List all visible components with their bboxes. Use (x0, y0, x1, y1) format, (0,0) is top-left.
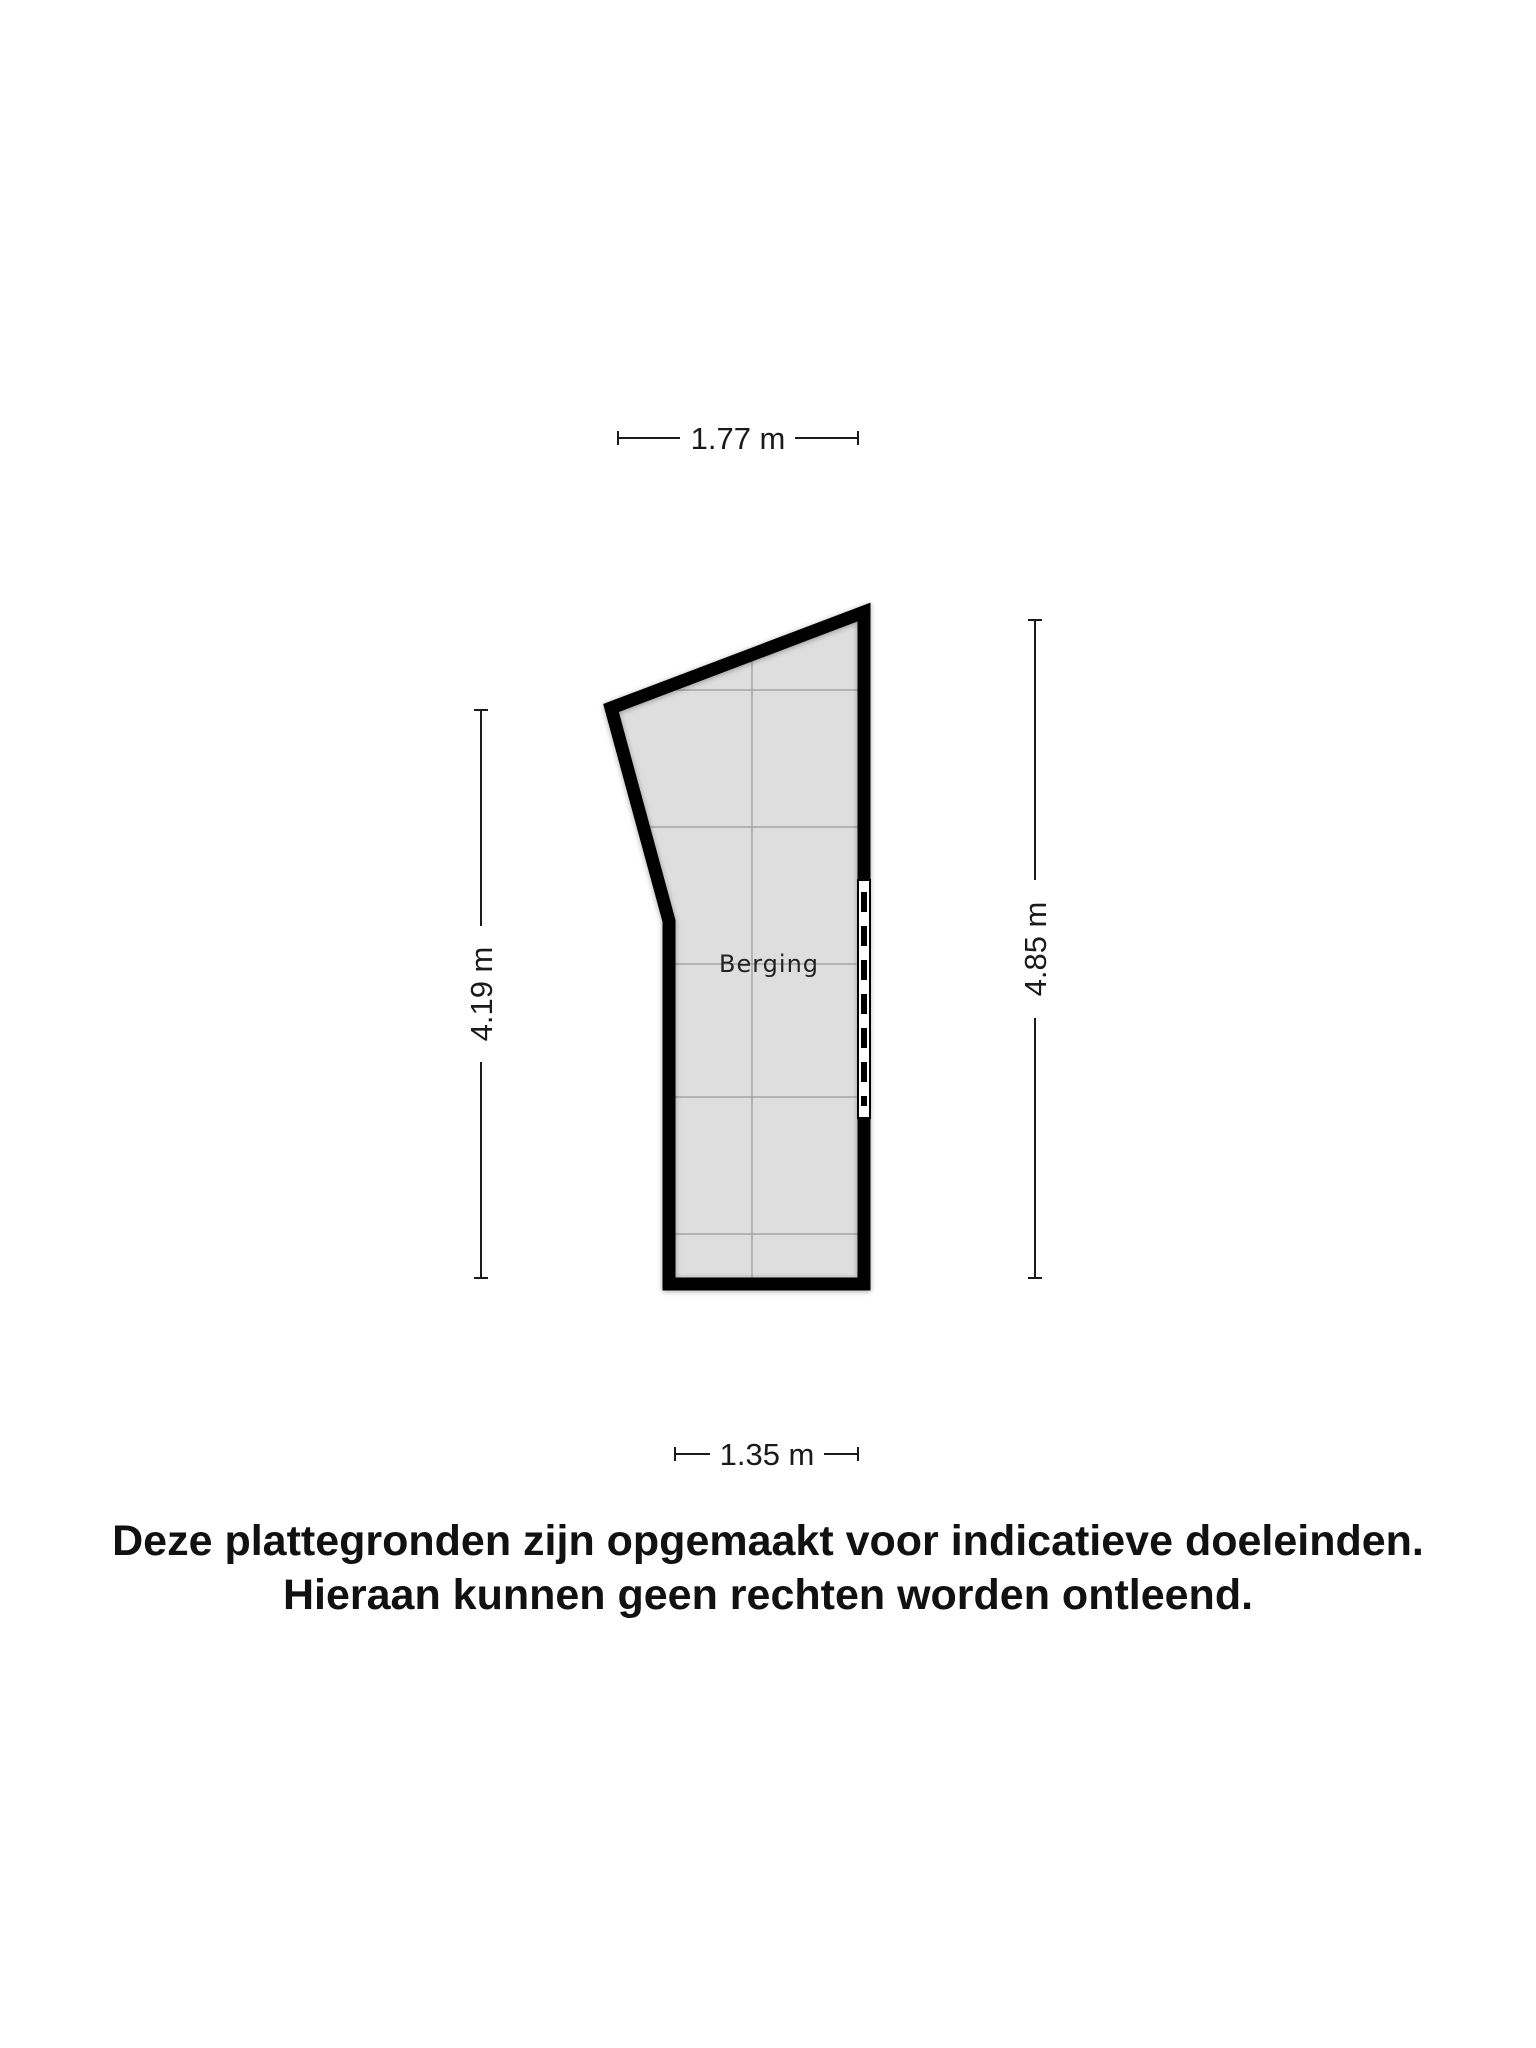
dimension-top-width (618, 421, 858, 456)
dimension-right-height-label: 4.85 m (1018, 901, 1053, 997)
dimension-bottom-width (675, 1437, 858, 1472)
dimension-top-width-label: 1.77 m (690, 421, 786, 456)
room-label: Berging (718, 950, 820, 978)
disclaimer-line-1: Deze plattegronden zijn opgemaakt voor indicatieve doeleinden. (112, 1517, 1424, 1565)
dimension-bottom-width-label: 1.35 m (719, 1437, 815, 1472)
dimension-left-height-label: 4.19 m (464, 946, 499, 1042)
room-berging (600, 600, 870, 1290)
dimension-left-height (464, 710, 499, 1278)
room-floor (615, 614, 862, 1282)
window (858, 880, 870, 1118)
disclaimer-line-2: Hieraan kunnen geen rechten worden ontleend. (282, 1571, 1254, 1619)
dimension-right-height (1018, 620, 1053, 1278)
